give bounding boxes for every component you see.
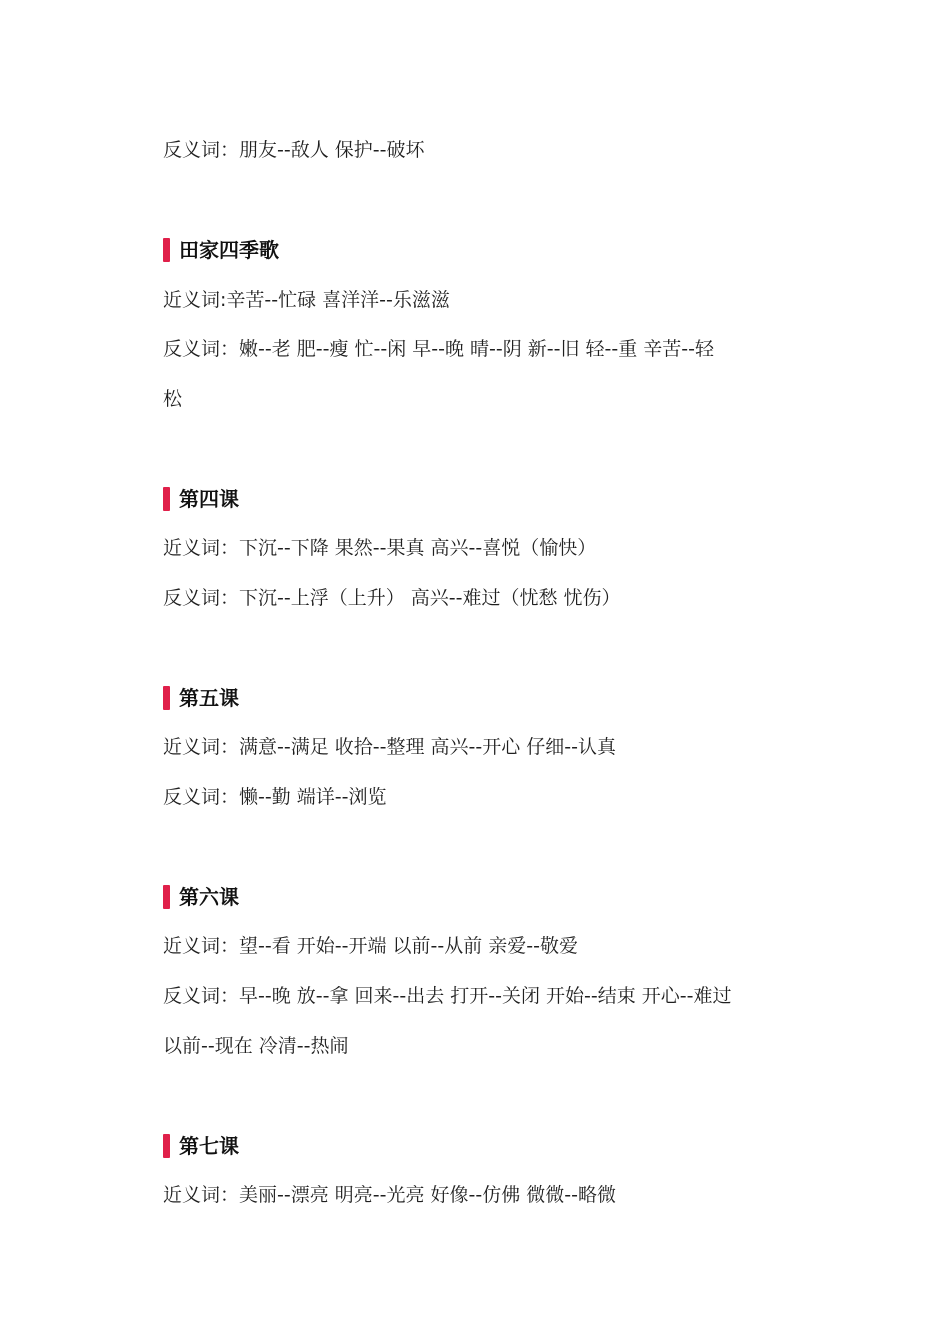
antonym-line: 反义词：朋友--敌人 保护--破坏 [163,139,425,161]
section-heading [163,237,279,263]
synonym-line: 近义词：满意--满足 收拾--整理 高兴--开心 仔细--认真 [163,736,616,758]
heading-accent-bar [163,1134,170,1158]
synonym-line: 近义词：美丽--漂亮 明亮--光亮 好像--仿佛 微微--略微 [163,1184,616,1206]
section-title: 第五课 [179,686,239,710]
synonym-line: 近义词:辛苦--忙碌 喜洋洋--乐滋滋 [163,289,450,311]
section-heading [163,1133,239,1159]
section-title: 第七课 [179,1134,239,1158]
section-title: 第六课 [179,885,239,909]
heading-accent-bar [163,487,170,511]
section-title: 第四课 [179,487,239,511]
antonym-line-continued: 以前--现在 冷清--热闹 [163,1035,349,1057]
antonym-line: 反义词：下沉--上浮（上升） 高兴--难过（忧愁 忧伤） [163,587,621,609]
heading-accent-bar [163,885,170,909]
antonym-line: 反义词：早--晚 放--拿 回来--出去 打开--关闭 开始--结束 开心--难过 [163,985,732,1007]
section-heading [163,486,239,512]
antonym-line: 反义词：懒--勤 端详--浏览 [163,786,387,808]
synonym-line: 近义词：望--看 开始--开端 以前--从前 亲爱--敬爱 [163,935,578,957]
section-heading [163,685,239,711]
section-heading [163,884,239,910]
heading-accent-bar [163,686,170,710]
antonym-line-continued: 松 [163,388,183,410]
synonym-line: 近义词：下沉--下降 果然--果真 高兴--喜悦（愉快） [163,537,597,559]
section-title: 田家四季歌 [179,238,279,262]
heading-accent-bar [163,238,170,262]
antonym-line: 反义词：嫩--老 肥--瘦 忙--闲 早--晚 晴--阴 新--旧 轻--重 辛苦--轻 [163,338,714,360]
